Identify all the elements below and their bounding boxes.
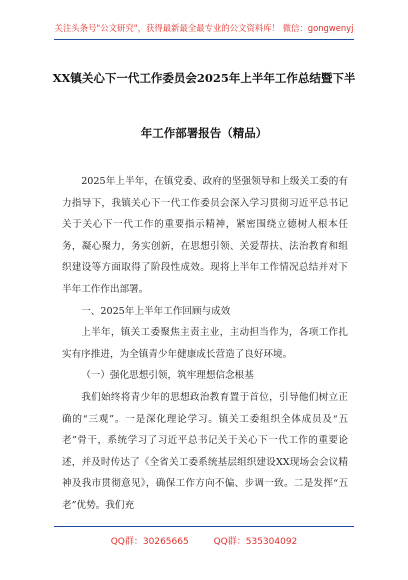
document-body	[62, 171, 348, 517]
footer-qq-group-1: QQ群：30265665	[110, 537, 189, 547]
header-divider	[54, 39, 354, 40]
document-title-line-1: XX镇关心下一代工作委员会2025年上半年工作总结暨下半	[52, 71, 356, 85]
section-heading-1: 一、2025年上半年工作回顾与成效	[81, 305, 231, 317]
header-notice: 关注头条号"公文研究"，获得最新最全最专业的公文资料库！ 微信：gongwenyj	[54, 23, 354, 33]
document-title-line-2: 年工作部署报告（精品）	[140, 126, 268, 140]
footer-qq-group-2: QQ群：535304092	[213, 537, 298, 547]
subsection-heading-1: （一）强化思想引领，筑牢理想信念根基	[81, 370, 254, 382]
paragraph-intro: 2025年上半年，在镇党委、政府的坚强领导和上级关工委的有力指导下，我镇关心下一代工作委员会深入学习贯彻习近平总书记关于关心下一代工作的重要指示精神，紧密围绕立德树人根本任务，凝心聚力，务实创新，在思想引领、关爱帮扶、法治教育和组织建设等方面取得了阶段性成效。现将上半年工作情况总结并对下半年工作作出部署。	[62, 176, 348, 295]
paragraph-subsection-1: 我们始终将青少年的思想政治教育置于首位，引导他们树立正确的“三观”。一是深化理论学习。镇关工委组织全体成员及“五老”骨干，系统学习了习近平总书记关于关心下一代工作的重要论述，并及时传达了《全省关工委系统基层组织建设XX现场会会议精神及我市贯彻意见》，确保工作方向不偏、步调一致。二是发挥“五老”优势。我们充	[62, 391, 348, 511]
footer-contacts	[0, 534, 408, 547]
paragraph-section-1-intro: 上半年，镇关工委聚焦主责主业，主动担当作为，各项工作扎实有序推进，为全镇青少年健康成长营造了良好环境。	[62, 327, 348, 360]
footer-divider	[54, 526, 354, 527]
